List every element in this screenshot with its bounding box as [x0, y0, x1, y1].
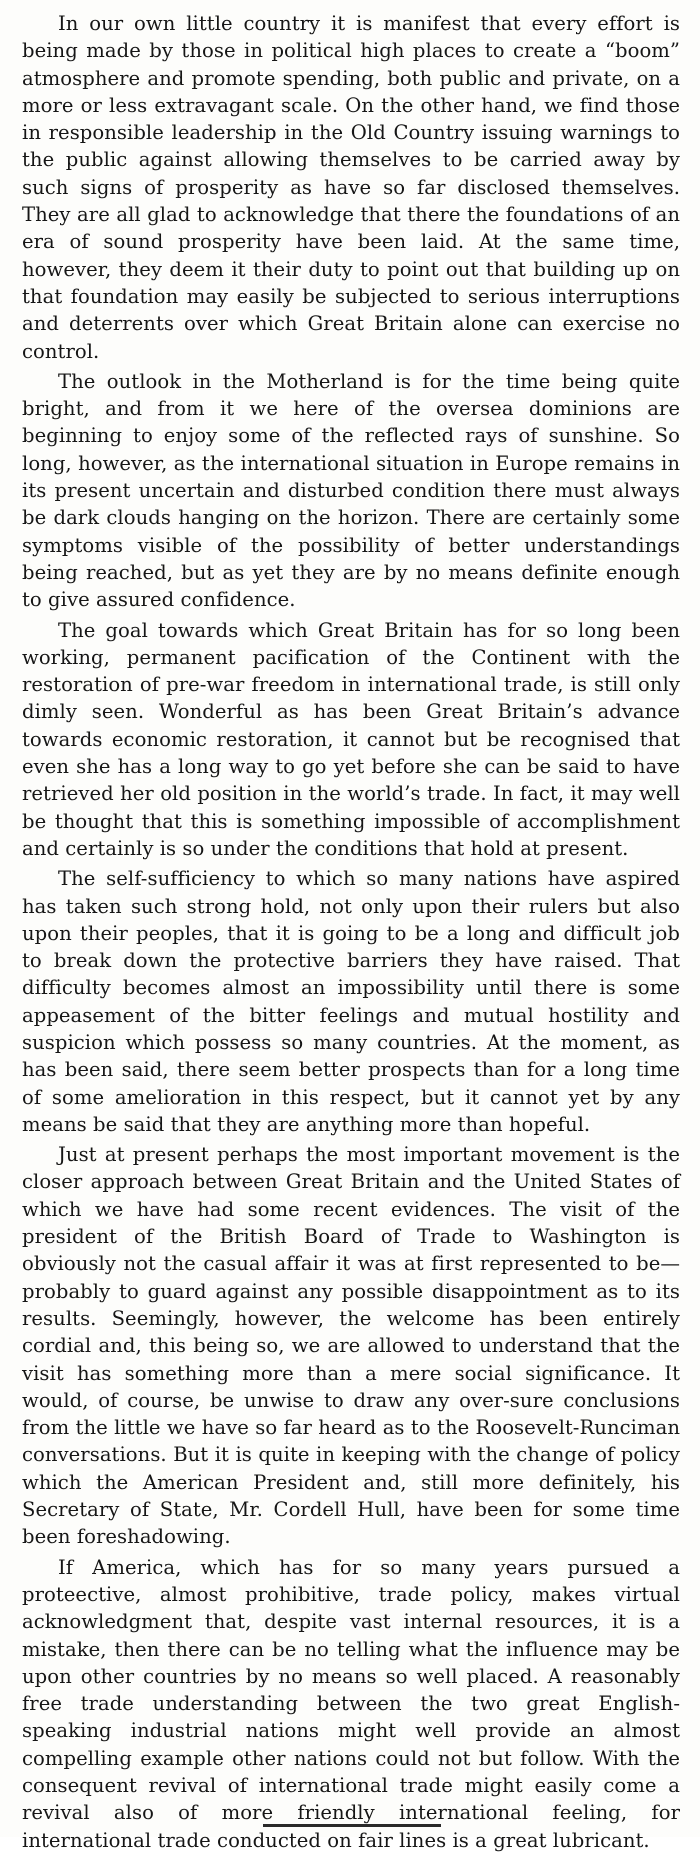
- article-paragraph: The goal towards which Great Britain has for so long been working, permanent pacification of the Continent with the restoration of pre-war freedom in international trade, is still only dimly seen. Wonderful as has been Great Britain’s advance towards economic restoration, it cannot but be recognised that even she has a long way to go yet before she can be said to have retrieved her old position in the world’s trade. In fact, it may well be thought that this is something impossible of accomplishment and certainly is so under the conditions that hold at present.: [22, 618, 680, 860]
- article-paragraph: The self-sufficiency to which so many nations have aspired has taken such strong hold, not only upon their rulers but also upon their peoples, that it is going to be a long and difficult job to break down the protective barriers they have raised. That difficulty becomes almost an impossibility until there is some appeasement of the bitter feelings and mutual hostility and suspicion which possess so many countries. At the moment, as has been said, there seem better prospects than for a long time of some amelioration in this respect, but it cannot yet by any means be said that they are anything more than hopeful.: [22, 867, 680, 1136]
- section-divider-rule: [263, 1824, 441, 1827]
- article-column: [22, 10, 680, 1854]
- article-paragraph: Just at present perhaps the most important movement is the closer approach between Great Britain and the United States of which we have had some recent evidences. The visit of the president of the British Board of Trade to Washington is obviously not the casual affair it was at first represented to be—probably to guard against any possible disappointment as to its results. Seemingly, however, the welcome has been entirely cordial and, this being so, we are allowed to understand that the visit has something more than a mere social significance. It would, of course, be unwise to draw any over-sure conclusions from the little we have so far heard as to the Roosevelt-Runciman conversations. But it is quite in keeping with the change of policy which the American President and, still more definitely, his Secretary of State, Mr. Cordell Hull, have been for some time been foreshadowing.: [22, 1143, 680, 1549]
- article-paragraph: In our own little country it is manifest that every effort is being made by those in political high places to create a “boom” atmosphere and promote spending, both public and private, on a more or less extravagant scale. On the other hand, we find those in responsible leadership in the Old Country issuing warnings to the public against allowing themselves to be carried away by such signs of prosperity as have so far disclosed themselves. They are all glad to acknowledge that there the foundations of an era of sound prosperity have been laid. At the same time, however, they deem it their duty to point out that building up on that foundation may easily be subjected to serious interruptions and deterrents over which Great Britain alone can exercise no control.: [22, 12, 680, 363]
- article-paragraph: The outlook in the Motherland is for the time being quite bright, and from it we here of the oversea dominions are beginning to enjoy some of the reflected rays of sunshine. So long, however, as the international situation in Europe remains in its present uncertain and disturbed condition there must always be dark clouds hanging on the horizon. There are certainly some symptoms visible of the possibility of better understandings being reached, but as yet they are by no means definite enough to give assured confidence.: [22, 369, 680, 612]
- article-paragraph: If America, which has for so many years pursued a proteective, almost prohibitive, trade policy, makes virtual acknowledgment that, despite vast internal resources, it is a mistake, then there can be no telling what the influence may be upon other countries by no means so well placed. A reasonably free trade understanding between the two great English-speaking industrial nations might well provide an almost compelling example other nations could not but follow. With the consequent revival of international trade might easily come a revival also of more friendly international feeling, for international trade conducted on fair lines is a great lubricant.: [22, 1555, 680, 1852]
